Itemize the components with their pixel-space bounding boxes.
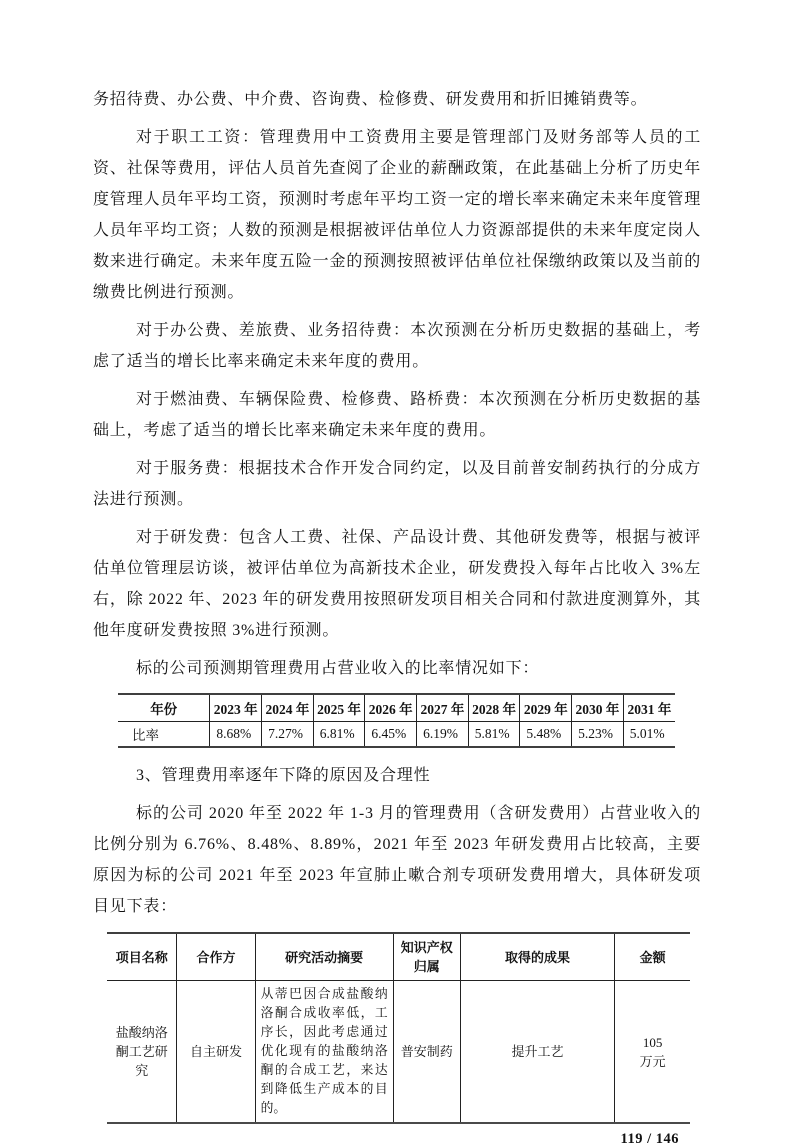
year-header-cell: 2027 年: [417, 694, 469, 721]
year-header-cell: 2023 年: [210, 694, 262, 721]
paragraph-staff-salary: 对于职工工资：管理费用中工资费用主要是管理部门及财务部等人员的工资、社保等费用，评估人员首先查阅了企业的薪酬政策，在此基础上分析了历史年度管理人员年平均工资，预测时考虑年平均工资一定的增长率来确定未来年度管理人员年平均工资；人数的预测是根据被评估单位人力资源部提供的未来年度定岗人数来进行确定。未来年度五险一金的预测按照被评估单位社保缴纳政策以及当前的缴费比例进行预测。: [93, 129, 701, 301]
paragraph-office-expense: 对于办公费、差旅费、业务招待费：本次预测在分析历史数据的基础上，考虑了适当的增长比率来确定未来年度的费用。: [93, 322, 701, 370]
ratio-row-label: 比率: [118, 721, 210, 747]
paragraph-continuation: 务招待费、办公费、中介费、咨询费、检修费、研发费用和折旧摊销费等。: [93, 91, 648, 108]
paragraph-rd-fee: 对于研发费：包含人工费、社保、产品设计费、其他研发费等，根据与被评估单位管理层访谈，被评估单位为高新技术企业，研发费投入每年占比收入 3%左右，除 2022 年、2023 年的研发费用按照研发项目相关合同和付款进度测算外，其他年度研发费按照 3%进行预测。: [93, 529, 701, 639]
management-expense-ratio-table: [118, 693, 675, 748]
table-header-cell: 合作方: [177, 933, 255, 981]
ratio-table-header-row: [118, 694, 675, 721]
amount-unit: 万元: [639, 1053, 666, 1069]
rd-table-row: [107, 981, 690, 1124]
ratio-value-cell: 6.81%: [313, 721, 365, 747]
year-header-cell: 2028 年: [468, 694, 520, 721]
amount-value: 105: [642, 1034, 663, 1050]
ratio-value-cell: 5.23%: [572, 721, 624, 747]
ratio-value-cell: 5.48%: [520, 721, 572, 747]
table-header-cell: 项目名称: [107, 933, 177, 981]
rd-projects-table: [107, 932, 690, 1124]
ratio-value-cell: 7.27%: [262, 721, 314, 747]
year-header-cell: 2026 年: [365, 694, 417, 721]
ip-owner-cell: 普安制药: [393, 981, 460, 1124]
year-header-cell: 年份: [118, 694, 210, 721]
year-header-cell: 2031 年: [623, 694, 675, 721]
paragraph-ratio-table-intro: 标的公司预测期管理费用占营业收入的比率情况如下：: [136, 660, 540, 677]
year-header-cell: 2030 年: [572, 694, 624, 721]
year-header-cell: 2024 年: [262, 694, 314, 721]
rd-table-header-row: [107, 933, 690, 981]
page-number: 119 / 146: [620, 1131, 679, 1147]
table-header-cell: 知识产权归属: [393, 933, 460, 981]
paragraph-rd-projects-intro: 标的公司 2020 年至 2022 年 1-3 月的管理费用（含研发费用）占营业收入的比例分别为 6.76%、8.48%、8.89%，2021 年至 2023 年研发费用占比较高，主要原因为标的公司 2021 年至 2023 年宣肺止嗽合剂专项研发费用增大，具体研发项目见下表：: [93, 805, 701, 915]
summary-cell: 从蒂巴因合成盐酸纳洛酮合成收率低，工序长，因此考虑通过优化现有的盐酸纳洛酮的合成工艺，来达到降低生产成本的目的。: [255, 981, 393, 1124]
achievement-cell: 提升工艺: [460, 981, 615, 1124]
project-name-cell: 盐酸纳洛酮工艺研究: [107, 981, 177, 1124]
ratio-value-cell: 6.45%: [365, 721, 417, 747]
table-header-cell: 研究活动摘要: [255, 933, 393, 981]
table-header-cell: 取得的成果: [460, 933, 615, 981]
paragraph-service-fee: 对于服务费：根据技术合作开发合同约定，以及目前普安制药执行的分成方法进行预测。: [93, 460, 701, 508]
partner-cell: 自主研发: [177, 981, 255, 1124]
section-heading: 3、管理费用率逐年下降的原因及合理性: [136, 767, 431, 784]
year-header-cell: 2025 年: [313, 694, 365, 721]
ratio-value-cell: 6.19%: [417, 721, 469, 747]
paragraph-fuel-expense: 对于燃油费、车辆保险费、检修费、路桥费：本次预测在分析历史数据的基础上，考虑了适当的增长比率来确定未来年度的费用。: [93, 391, 701, 439]
year-header-cell: 2029 年: [520, 694, 572, 721]
ratio-value-cell: 5.81%: [468, 721, 520, 747]
ratio-value-cell: 8.68%: [210, 721, 262, 747]
table-header-cell: 金额: [615, 933, 690, 981]
amount-cell: [615, 981, 690, 1124]
page-content: [93, 84, 701, 1148]
ratio-value-cell: 5.01%: [623, 721, 675, 747]
ratio-table-data-row: [118, 721, 675, 747]
